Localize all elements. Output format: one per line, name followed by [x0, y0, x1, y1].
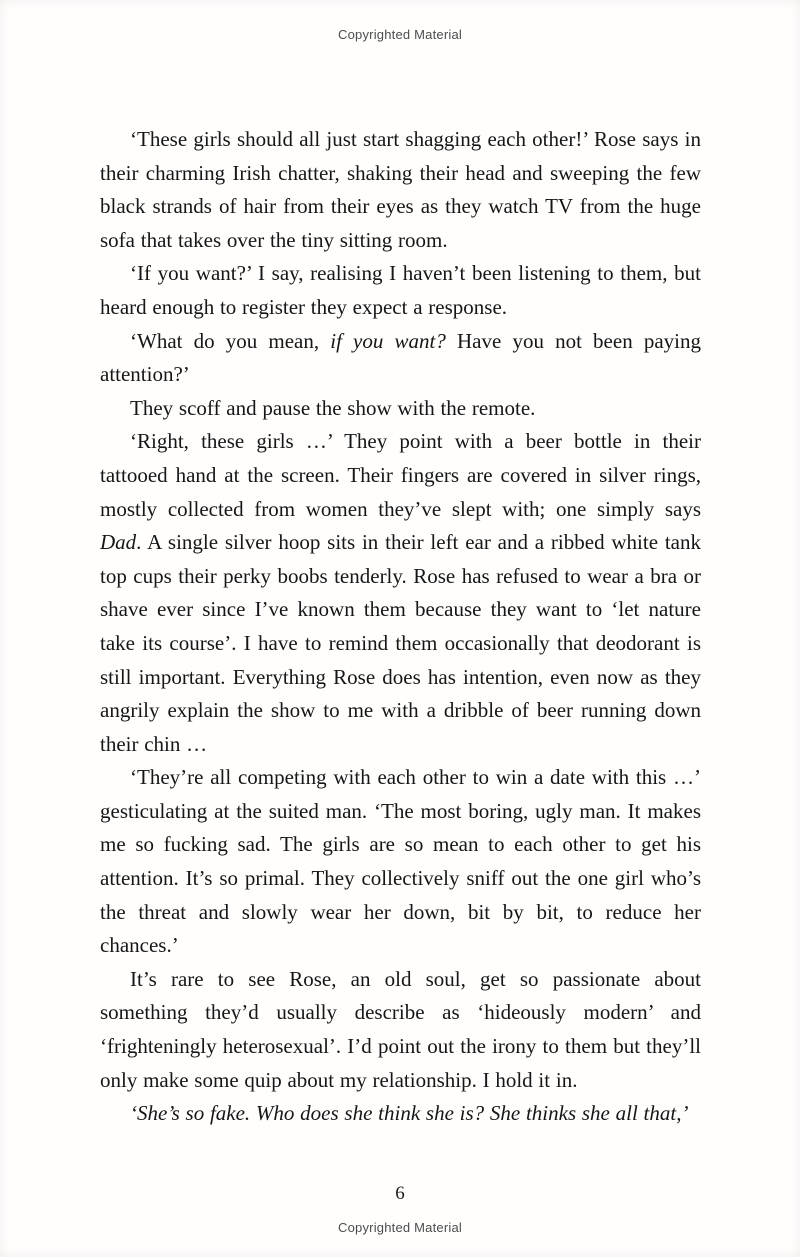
copyright-notice-top: Copyrighted Material — [338, 27, 462, 42]
body-text: Have you not been paying attention?’ — [100, 328, 701, 387]
paragraph — [100, 963, 701, 1097]
paragraph — [100, 325, 701, 392]
paragraph — [100, 392, 701, 426]
body-text: . A single silver hoop sits in their left ear and a ribbed white tank top cups their perky boobs tenderly. Rose has refused to wear a bra or shave ever since I’ve known them because they want to ‘let nature take its course’. I have to remind them occasionally that deodorant is still important. Everything Rose does has intention, even now as they angrily explain the show to me with a dribble of beer running down their chin … — [100, 530, 701, 756]
body-text: ‘If you want?’ I say, realising I haven’t been listening to them, but heard enough to register they expect a response. — [100, 261, 701, 319]
text-block — [100, 123, 701, 1131]
body-text: ‘What do you mean, — [130, 328, 331, 353]
paragraph — [100, 257, 701, 324]
body-text: It’s rare to see Rose, an old soul, get so passionate about something they’d usually describe as ‘hideously modern’ and ‘frighteningly heterosexual’. I’d point out the irony to them but they’ll only make some quip about my relationship. I hold it in. — [100, 966, 701, 1092]
body-text: ‘These girls should all just start shagging each other!’ Rose says in their charming Irish chatter, shaking their head and sweeping the few black strands of hair from their eyes as they watch TV from the huge sofa that takes over the tiny sitting room. — [100, 127, 701, 252]
paragraph — [100, 761, 701, 963]
body-text: ‘She’s so fake. Who does she think she is? She thinks she all that,’ — [130, 1101, 689, 1126]
italic-text: if you want? — [330, 328, 446, 353]
paragraph — [100, 1097, 701, 1131]
paragraph — [100, 123, 701, 257]
body-text: ‘Right, these girls …’ They point with a beer bottle in their tattooed hand at the screen. Their fingers are covered in silver rings, mostly collected from women they’ve slept with; one simply says — [100, 429, 701, 521]
body-text: ‘They’re all competing with each other to win a date with this …’ gesticulating at the suited man. ‘The most boring, ugly man. It makes me so fucking sad. The girls are so mean to each other to get his attention. It’s so primal. They collectively sniff out the one girl who’s the threat and slowly wear her down, bit by bit, to reduce her chances.’ — [100, 765, 701, 958]
page-number: 6 — [395, 1183, 405, 1204]
italic-text: Dad — [100, 530, 137, 555]
body-text: They scoff and pause the show with the remote. — [130, 395, 536, 420]
copyright-notice-bottom: Copyrighted Material — [338, 1220, 462, 1235]
paragraph — [100, 425, 701, 761]
